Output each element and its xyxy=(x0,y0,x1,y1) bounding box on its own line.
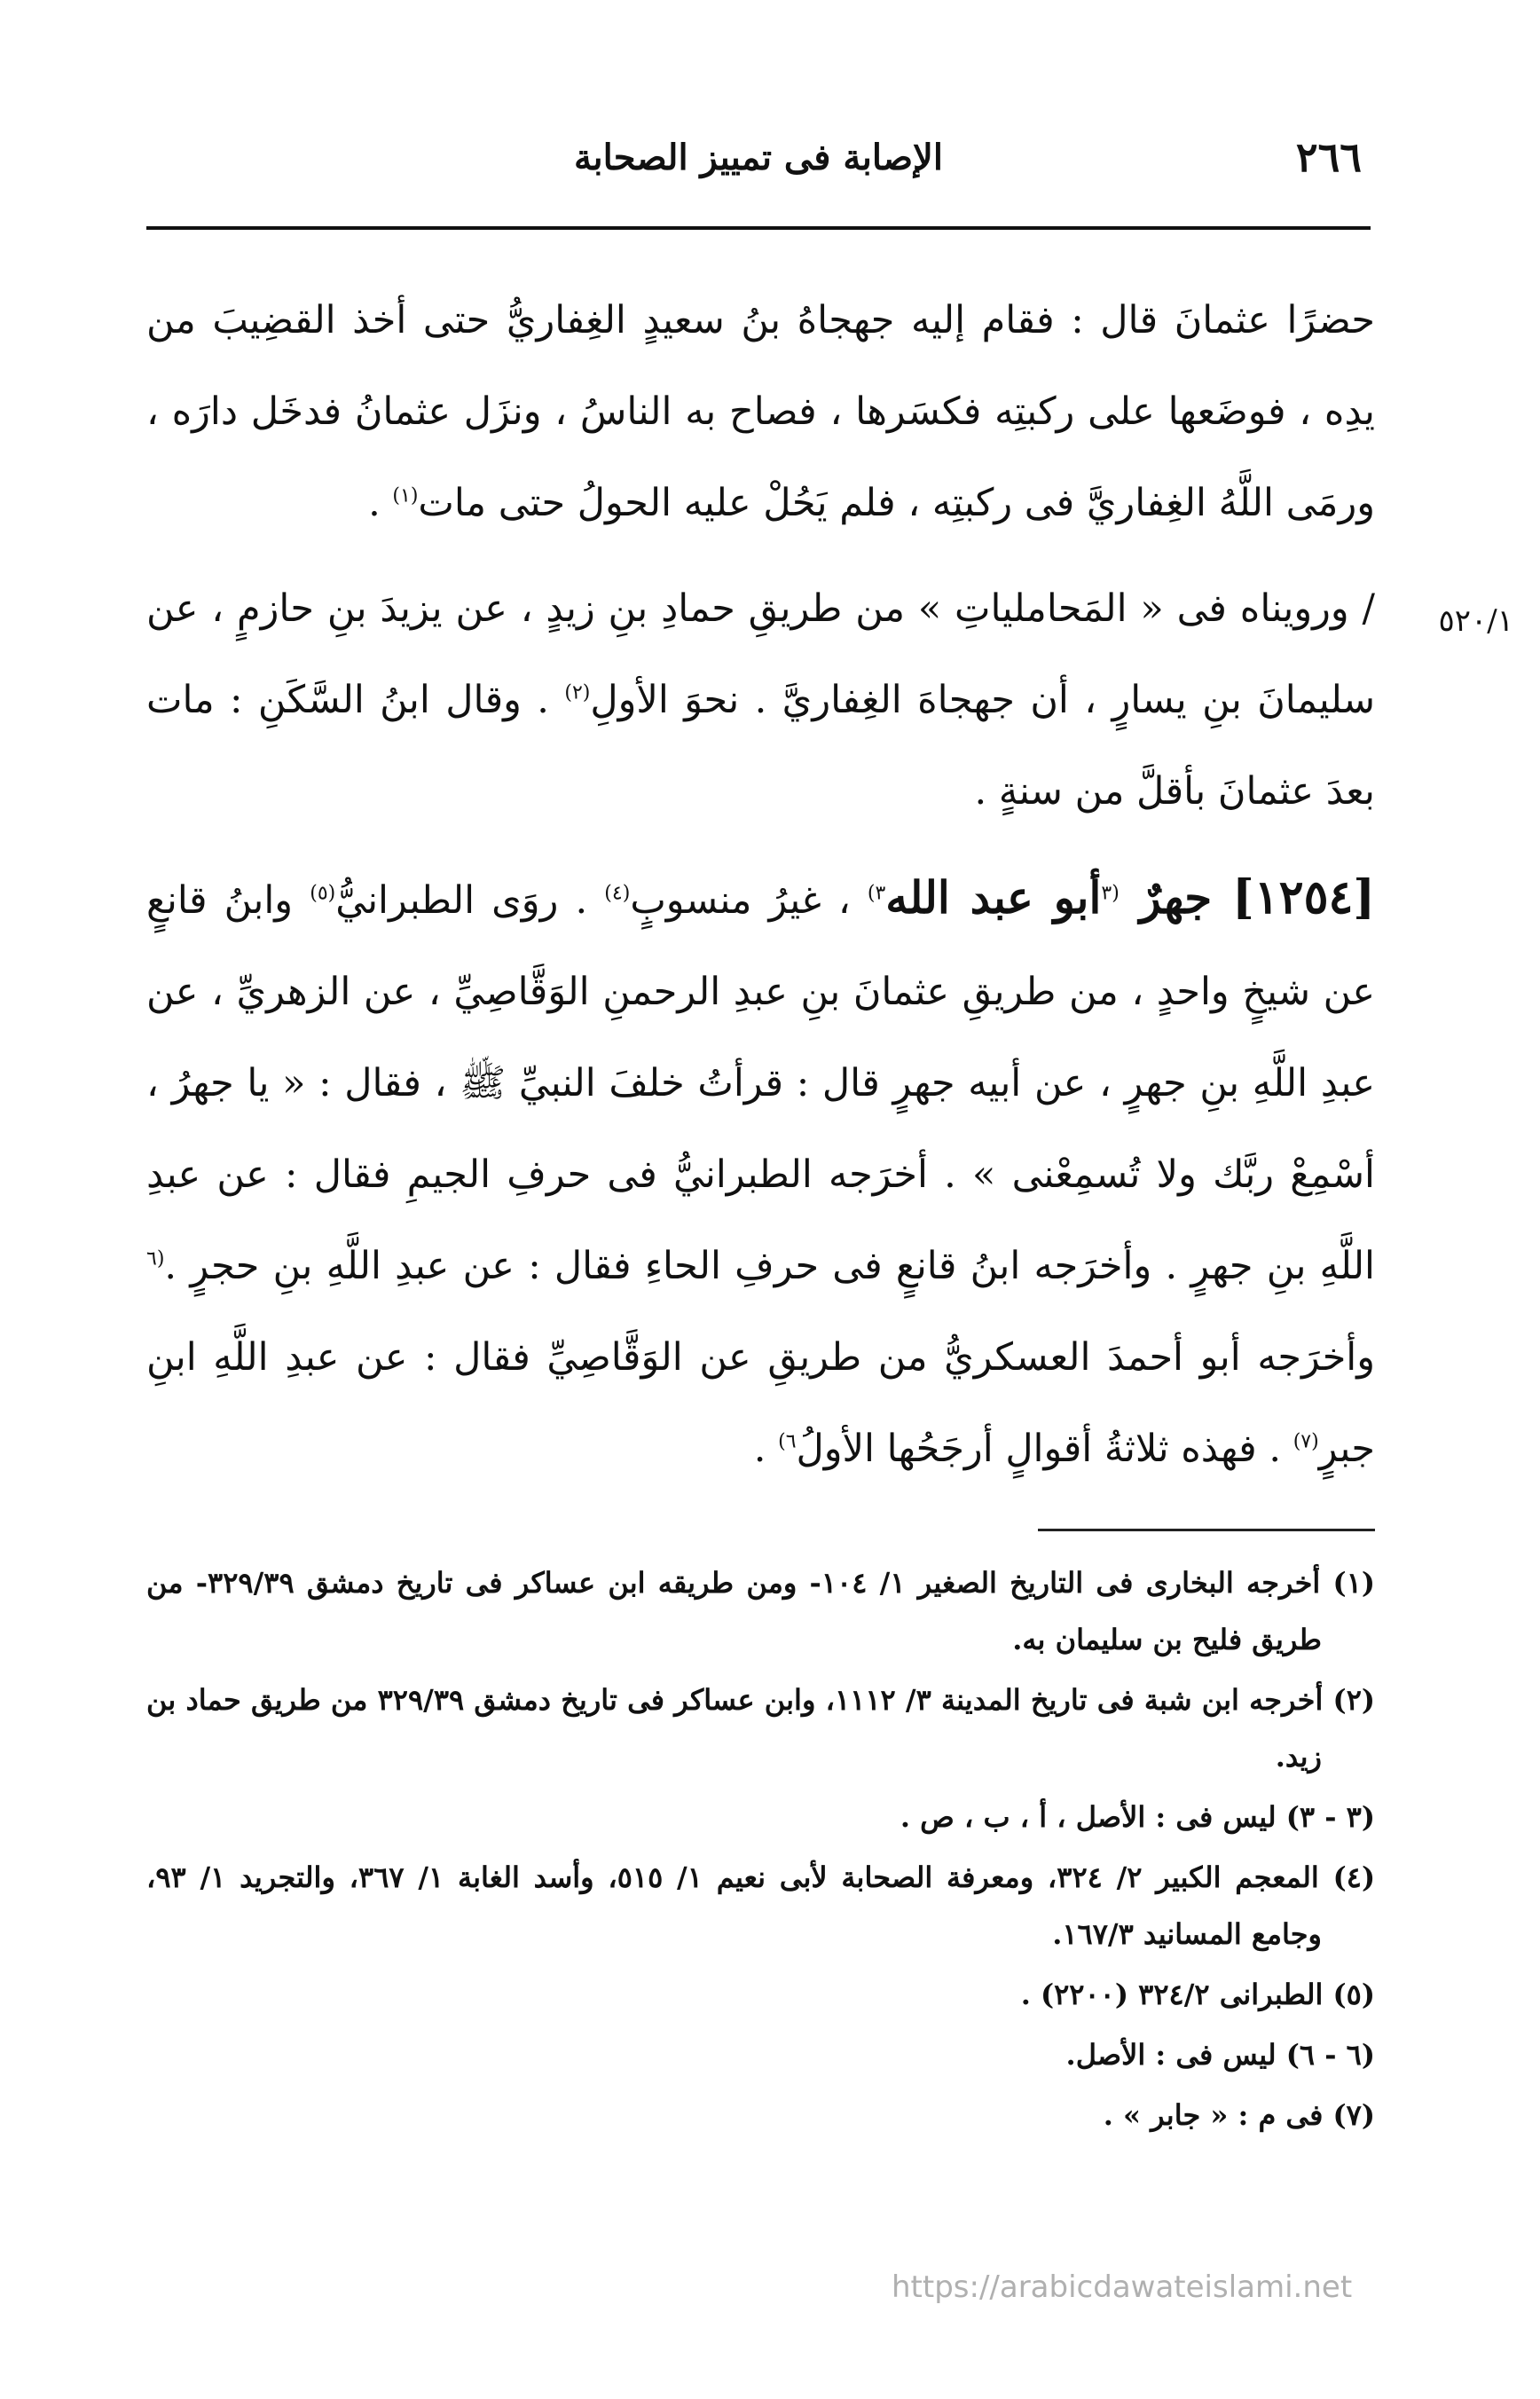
footnote-ref-6-close[interactable]: ٦) xyxy=(778,1430,797,1453)
footnotes xyxy=(146,1554,1375,2147)
paragraph-1-end: . xyxy=(368,481,393,525)
footnote-6: (٦ - ٦) ليس فى : الأصل. xyxy=(1065,2038,1375,2072)
main-text xyxy=(146,275,1375,1495)
entry-1254 xyxy=(146,852,1375,1495)
entry-text-d: وأخرَجه أبو أحمدَ العسكريُّ من طريقِ عن الوَقَّاصِيِّ فقال : عن عبدِ اللَّهِ ابنِ جبرٍ xyxy=(146,1335,1375,1471)
footnote-ref-6-open[interactable]: (٦ xyxy=(146,1247,165,1270)
entry-name: جهرٌ xyxy=(1119,871,1233,924)
paragraph-1 xyxy=(146,275,1375,549)
book-title: الإصابة فى تمييز الصحابة xyxy=(574,137,943,178)
margin-volume-page-ref: ٥٢٠/١ xyxy=(1438,603,1513,639)
header-rule xyxy=(146,226,1371,230)
footnote-5: (٥) الطبرانى ٣٢٤/٢ (٢٢٠٠) . xyxy=(1020,1978,1375,2011)
entry-text-c: وابنُ قانعٍ عن شيخٍ واحدٍ ، من طريقِ عثمانَ بنِ عبدِ الرحمنِ الوَقَّاصِيِّ ، عن الزهريِّ ، عن عبدِ اللَّهِ بنِ جهرٍ ، عن أبيه جهرٍ قال : قرأتُ خلفَ النبيِّ ﷺ ، فقال : « يا جهرُ ، أسْمِعْ ربَّك ولا تُسمِعْنى » . أخرَجه الطبرانيُّ فى حرفِ الجيمِ فقال : عن عبدِ اللَّهِ بنِ جهرٍ . وأخرَجه ابنُ قانعٍ فى حرفِ الحاءِ فقال : عن عبدِ اللَّهِ بنِ حجرٍ . xyxy=(146,878,1375,1288)
paragraph-1-text: حضرًا عثمانَ قال : فقام إليه جهجاهُ بنُ سعيدٍ الغِفاريُّ حتى أخذ القضِيبَ من يدِه ، فوضَعها على ركبتِه فكسَرها ، فصاح به الناسُ ، ونزَل عثمانُ فدخَل دارَه ، ورمَى اللَّهُ الغِفاريَّ فى ركبتِه ، فلم يَحُلْ عليه الحولُ حتى مات xyxy=(146,298,1375,525)
page-number: ٢٦٦ xyxy=(1295,133,1362,181)
footnote-ref-5[interactable]: (٥) xyxy=(310,882,336,905)
footnote-ref-3-open[interactable]: (٣ xyxy=(1101,882,1120,905)
footnote-4: (٤) المعجم الكبير ٢/ ٣٢٤، ومعرفة الصحابة لأبى نعيم ١/ ٥١٥، وأسد الغابة ١/ ٣٦٧، والتجريد ١/ ٩٣، وجامع المسانيد ١٦٧/٣. xyxy=(146,1860,1376,1951)
running-header xyxy=(146,133,1371,195)
entry-text-b: . روَى الطبرانيُّ xyxy=(335,878,605,923)
watermark-url: https://arabicdawateislami.net xyxy=(892,2269,1353,2305)
footnote-separator xyxy=(1038,1529,1375,1531)
paragraph-2-text-a: / ورويناه فى « المَحاملياتِ » من طريقِ حمادِ بنِ زيدٍ ، عن يزيدَ بنِ حازمٍ ، عن سليمانَ بنِ يسارٍ ، أن جهجاهَ الغِفاريَّ . نحوَ الأولِ xyxy=(146,586,1375,722)
entry-number: [١٢٥٤] xyxy=(1232,870,1376,924)
footnote-ref-4[interactable]: (٤) xyxy=(604,882,631,905)
footnote-ref-1[interactable]: (١) xyxy=(392,484,419,507)
footnote-ref-3-close[interactable]: ٣) xyxy=(867,882,886,905)
entry-text-a: ، غيرُ منسوبٍ xyxy=(630,878,868,923)
footnote-2: (٢) أخرجه ابن شبة فى تاريخ المدينة ٣/ ١١١٢، وابن عساكر فى تاريخ دمشق ٣٢٩/٣٩ من طريق حماد بن زيد. xyxy=(146,1683,1376,1774)
entry-text-e: . فهذه ثلاثةُ أقوالٍ أرجَحُها الأولُ xyxy=(796,1427,1293,1471)
footnote-7: (٧) فى م : « جابر » . xyxy=(1103,2098,1375,2132)
paragraph-2 xyxy=(146,563,1375,838)
footnote-ref-7[interactable]: (٧) xyxy=(1292,1430,1319,1453)
footnote-ref-2[interactable]: (٢) xyxy=(564,681,591,704)
paragraph-2-text-b: . وقال ابنُ السَّكَنِ : مات بعدَ عثمانَ بأقلَّ من سنةٍ . xyxy=(146,678,1375,814)
footnote-3: (٣ - ٣) ليس فى : الأصل ، أ ، ب ، ص . xyxy=(900,1800,1375,1834)
footnote-1: (١) أخرجه البخارى فى التاريخ الصغير ١/ ١٠٤- ومن طريقه ابن عساكر فى تاريخ دمشق ٣٢٩/٣٩- من طريق فليح بن سليمان به. xyxy=(146,1566,1376,1656)
entry-text-end: . xyxy=(753,1427,779,1471)
entry-kunya: أبو عبد الله xyxy=(885,871,1102,924)
